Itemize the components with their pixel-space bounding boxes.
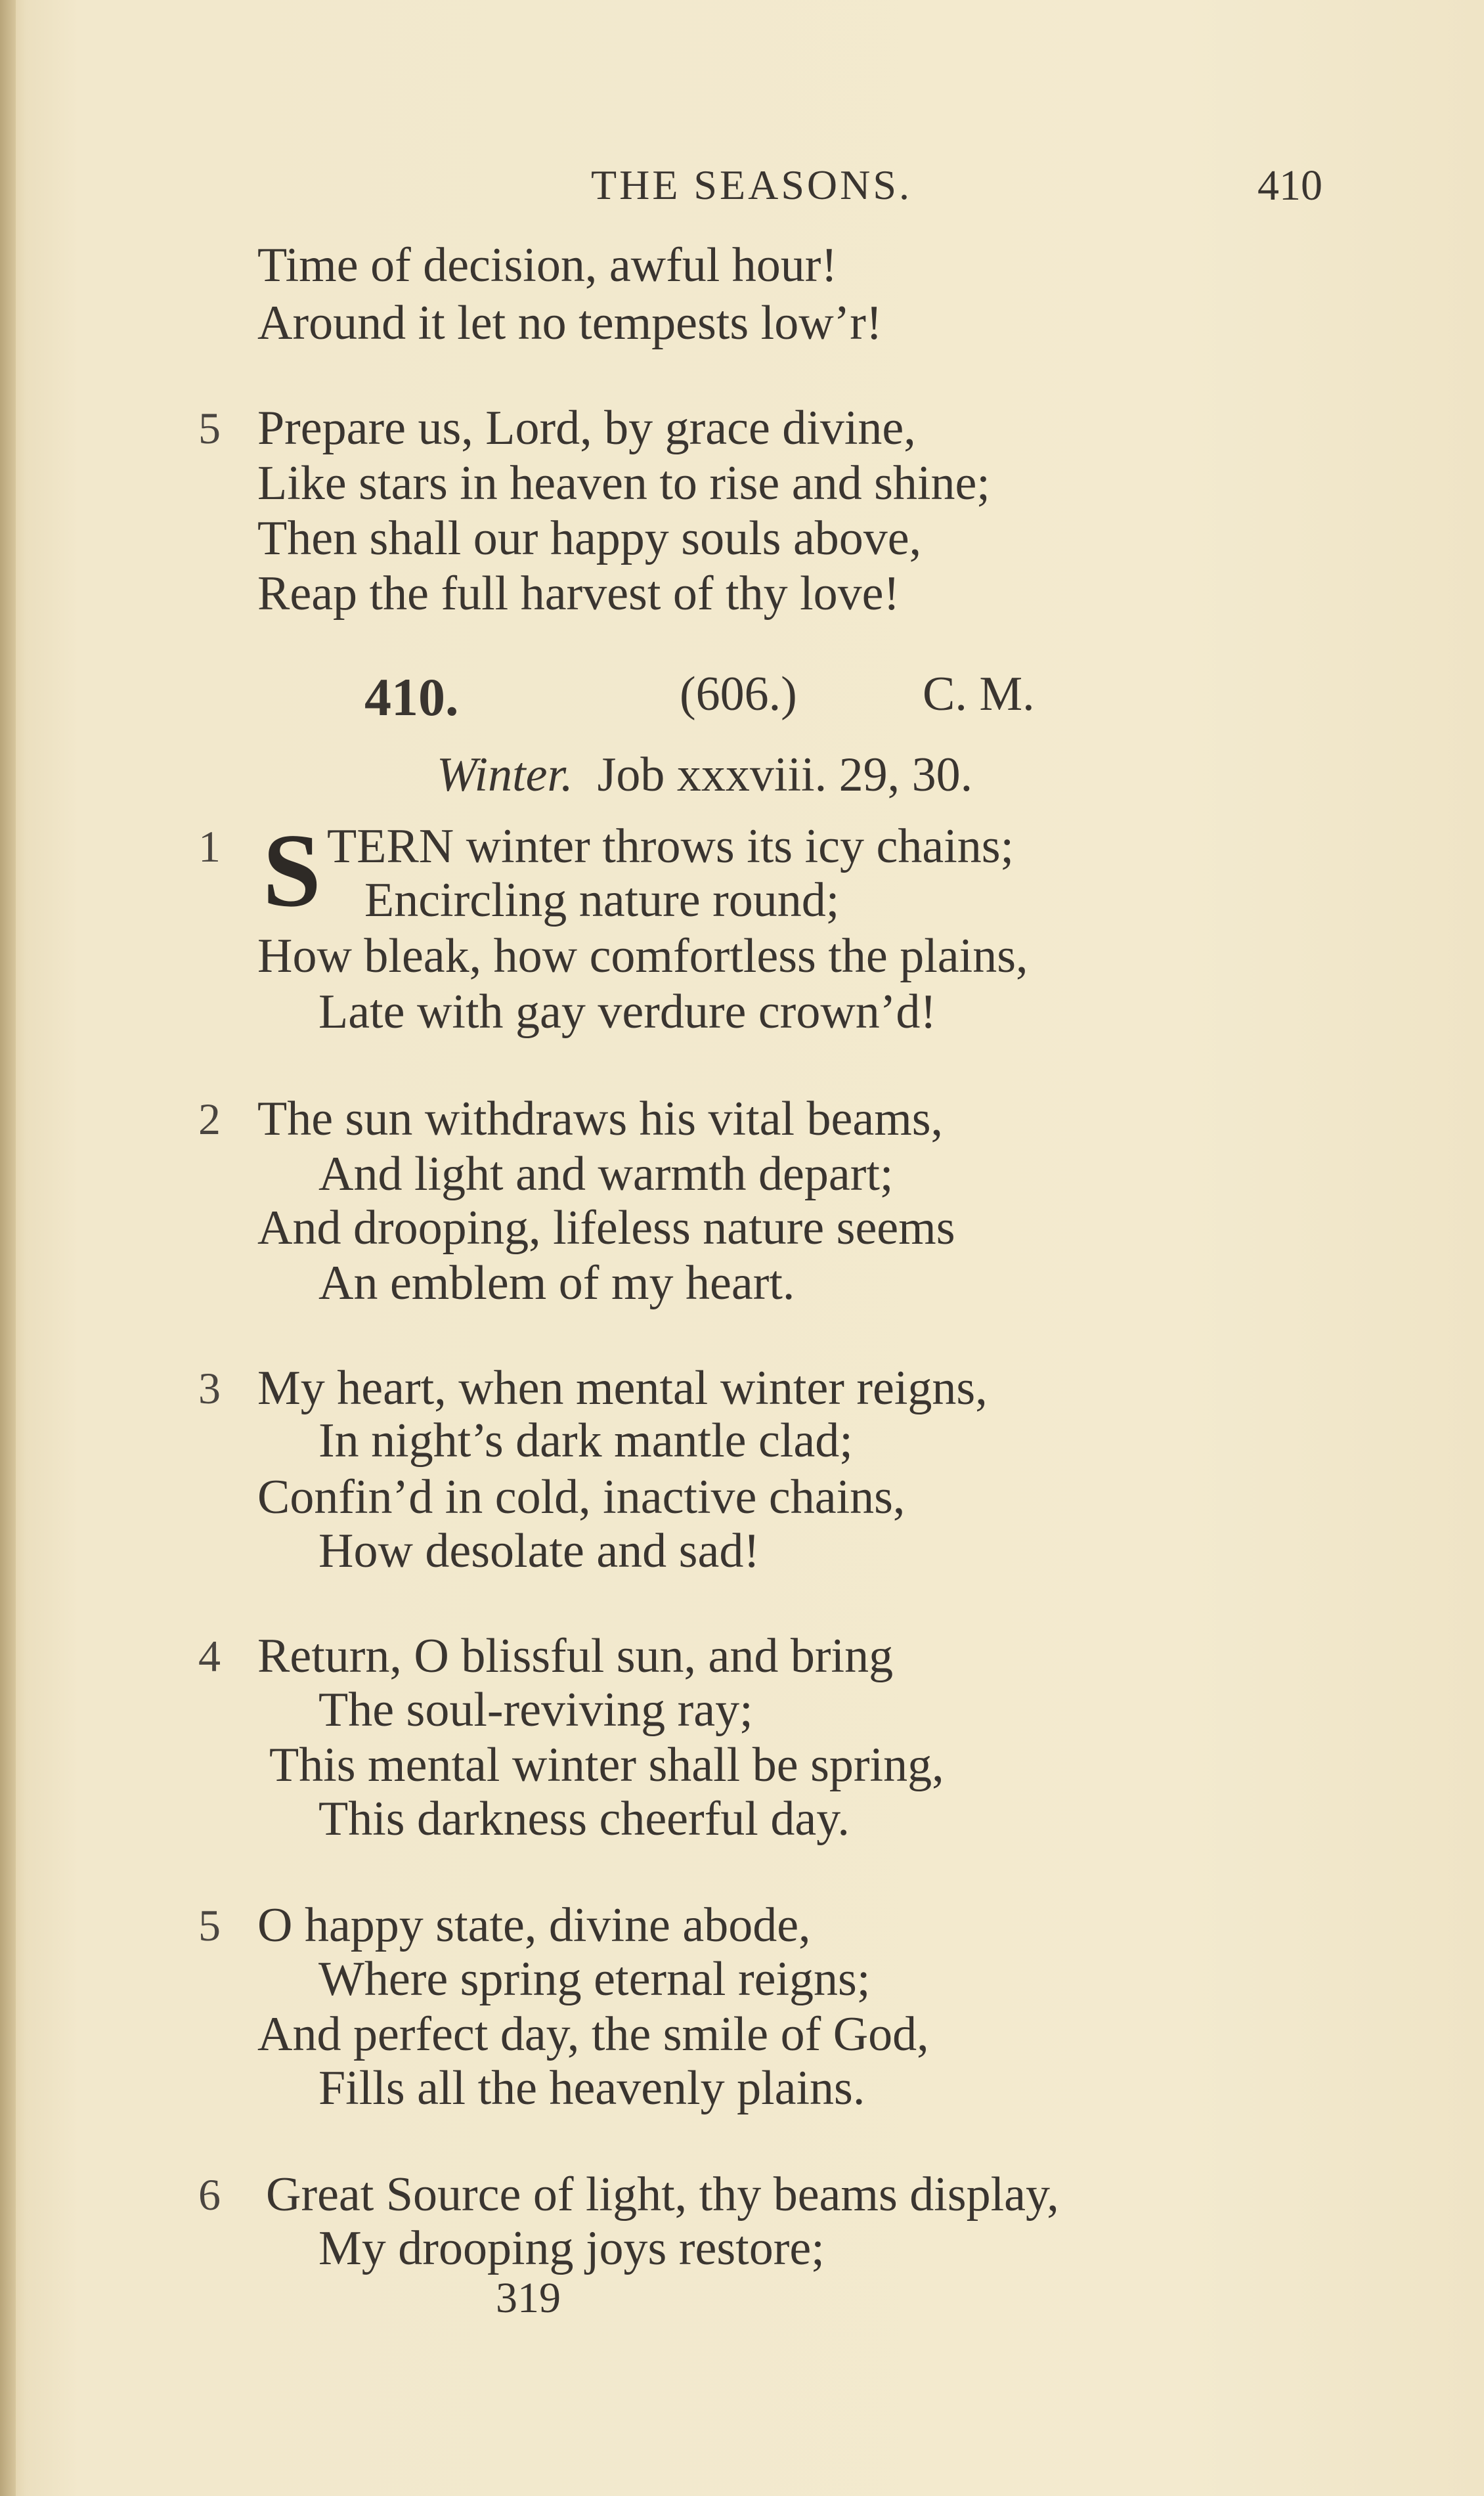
hymn-meter: C. M. (923, 667, 1035, 721)
verse-line: Confin’d in cold, inactive chains, (257, 1470, 906, 1524)
continuation-line: Time of decision, awful hour! (257, 238, 838, 292)
running-header-title: THE SEASONS. (591, 162, 912, 208)
verse-line: My drooping joys restore; (318, 2222, 825, 2275)
hymn-subtitle (437, 747, 972, 803)
verse-number: 1 (198, 821, 221, 871)
running-header-number: 410 (1257, 162, 1322, 209)
verse-line: Then shall our happy souls above, (257, 512, 922, 565)
verse-line: Fills all the heavenly plains. (318, 2061, 865, 2115)
verse-line: How bleak, how comfortless the plains, (257, 929, 1028, 983)
verse-line: In night’s dark mantle clad; (318, 1414, 853, 1468)
hymn-reference: (606.) (680, 667, 797, 721)
verse-line: Prepare us, Lord, by grace divine, (257, 401, 916, 455)
verse-number: 6 (198, 2170, 221, 2220)
verse-number: 5 (198, 1900, 221, 1950)
page-number: 319 (496, 2274, 561, 2322)
verse-line: And drooping, lifeless nature seems (257, 1201, 955, 1255)
verse-line: Like stars in heaven to rise and shine; (257, 456, 990, 510)
verse-line: The sun withdraws his vital beams, (257, 1092, 944, 1146)
verse-line: Great Source of light, thy beams display, (266, 2168, 1059, 2222)
hymn-subtitle-scripture: Job xxxviii. 29, 30. (597, 748, 973, 802)
verse-number: 2 (198, 1094, 221, 1144)
hymn-number: 410. (364, 667, 459, 727)
verse-line: O happy state, divine abode, (257, 1898, 811, 1952)
verse-line: Reap the full harvest of thy love! (257, 567, 900, 621)
verse-number: 3 (198, 1363, 221, 1413)
drop-cap: S (263, 812, 321, 929)
verse-line: Where spring eternal reigns; (318, 1952, 871, 2006)
verse-line: Encircling nature round; (364, 873, 840, 927)
verse-line: Return, O blissful sun, and bring (257, 1629, 894, 1683)
verse-line: Late with gay verdure crown’d! (318, 985, 937, 1039)
verse-line: And perfect day, the smile of God, (257, 2007, 929, 2061)
verse-line: This darkness cheerful day. (318, 1792, 850, 1846)
verse-line: My heart, when mental winter reigns, (257, 1361, 988, 1415)
verse-number: 5 (198, 403, 221, 453)
verse-number: 4 (198, 1631, 221, 1681)
verse-line: How desolate and sad! (318, 1524, 760, 1578)
continuation-line: Around it let no tempests low’r! (257, 296, 883, 350)
page-binding-edge (0, 0, 16, 2496)
verse-line: This mental winter shall be spring, (269, 1738, 944, 1792)
verse-line: TERN winter throws its icy chains; (327, 820, 1015, 873)
verse-line: An emblem of my heart. (318, 1256, 795, 1310)
hymn-subtitle-title: Winter. (437, 748, 573, 802)
verse-line: The soul-reviving ray; (318, 1683, 753, 1737)
verse-line: And light and warmth depart; (318, 1147, 894, 1201)
